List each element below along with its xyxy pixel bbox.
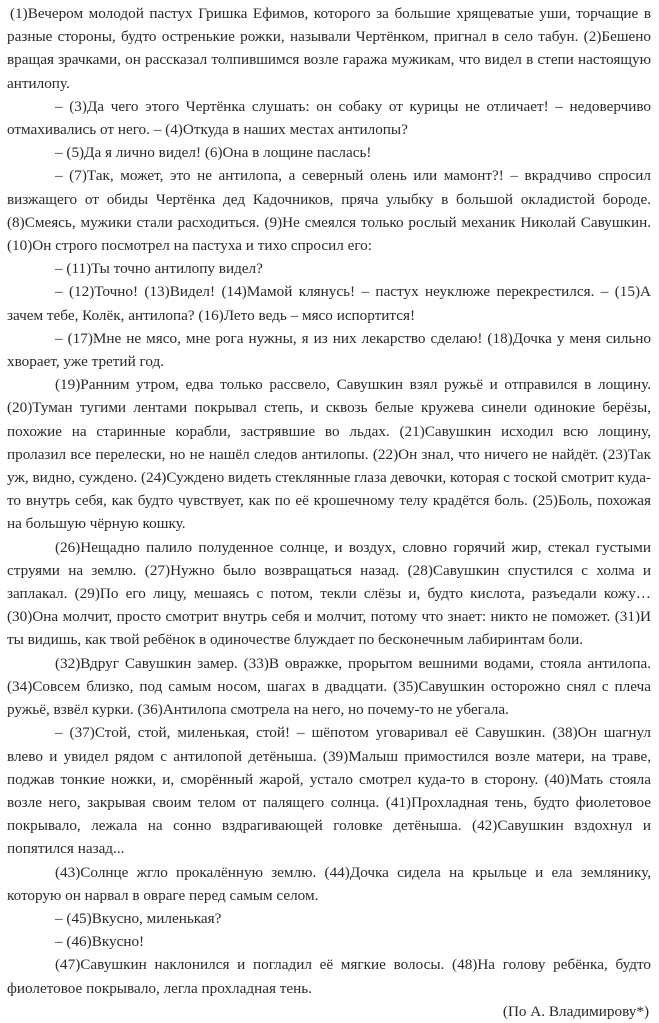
- paragraph-11: – (37)Стой, стой, миленькая, стой! – шёпотом уговаривал её Савушкин. (38)Он шагнул влево и увидел рядом с антилопой детёныша. (39)Малыш примостился возле матери, на траве, поджав тонкие ножки, и, сморённый жарой, устало смотрел куда-то в сторону. (40)Мать стояла возле него, закрывая своим телом от палящего солнца. (41)Прохладная тень, будто фиолетовое покрывало, лежала на сонно вздрагивающей головке детёныша. (42)Савушкин вздохнул и попятился назад...: [7, 724, 651, 858]
- paragraph-2: – (3)Да чего этого Чертёнка слушать: он собаку от курицы не отличает! – недоверчиво отмахивались от него. – (4)Откуда в наших местах антилопы?: [7, 97, 651, 139]
- paragraph-12: (43)Солнце жгло прокалённую землю. (44)Дочка сидела на крыльце и ела землянику, которую он нарвал в овраге перед самым селом.: [7, 863, 651, 904]
- paragraph-15: (47)Савушкин наклонился и погладил её мягкие волосы. (48)На голову ребёнка, будто фиолетовое покрывало, легла прохладная тень.: [7, 956, 651, 997]
- paragraph-14: – (46)Вкусно!: [55, 933, 145, 951]
- paragraph-7: – (17)Мне не мясо, мне рога нужны, я из них лекарство сделаю! (18)Дочка у меня сильно хворает, уже третий год.: [7, 329, 651, 371]
- paragraph-13: – (45)Вкусно, миленькая?: [55, 909, 222, 927]
- paragraph-6: – (12)Точно! (13)Видел! (14)Мамой клянусь! – пастух неуклюже перекрестился. – (15)А зачем тебе, Колёк, антилопа? (16)Лето ведь – мясо испортится!: [7, 283, 651, 324]
- paragraph-8: (19)Ранним утром, едва только рассвело, Савушкин взял ружьё и отправился в лощину. (20)Туман тугими лентами покрывал степь, и сквозь белые кружева синели одинокие берёзы, похожие на старинные корабли, застрявшие во льдах. (21)Савушкин исходил всю лощину, пролазил все перелески, но не нашёл следов антилопы. (22)Он знал, что ничего не найдёт. (23)Так уж, видно, суждено. (24)Суждено видеть стеклянные глаза девочки, которая с тоской смотрит куда-то внутрь себя, как будто чувствует, как по её крошечному телу крадётся боль. (25)Боль, похожая на большую чёрную кошку.: [7, 376, 651, 533]
- paragraph-3: – (5)Да я лично видел! (6)Она в лощине паслась!: [55, 144, 372, 162]
- paragraph-5: – (11)Ты точно антилопу видел?: [55, 260, 263, 278]
- paragraph-9: (26)Нещадно палило полуденное солнце, и воздух, словно горячий жир, стекал густыми струями на землю. (27)Нужно было возвращаться назад. (28)Савушкин спустился с холма и заплакал. (29)По его лицу, мешаясь с потом, текли слёзы и, будто кислота, разъедали кожу… (30)Она молчит, просто смотрит внутрь себя и молчит, потому что знает: никто не поможет. (31)И ты видишь, как твой ребёнок в одиночестве блуждает по бесконечным лабиринтам боли.: [7, 538, 651, 649]
- source-attribution: (По А. Владимирову*): [502, 1002, 649, 1020]
- paragraph-1: (1)Вечером молодой пастух Гришка Ефимов, которого за большие хрящеватые уши, торчащие в разные стороны, будто остренькие рожки, называли Чертёнком, пригнал в село табун. (2)Бешено вращая зрачками, он рассказал толпившимся возле гаража мужикам, что видел в степи настоящую антилопу.: [7, 5, 651, 92]
- paragraph-4: – (7)Так, может, это не антилопа, а северный олень или мамонт?! – вкрадчиво спросил визжащего от обиды Чертёнка дед Кадочников, пряча улыбку в большой окладистой бороде. (8)Смеясь, мужики стали расходиться. (9)Не смеялся только рослый механик Николай Савушкин. (10)Он строго посмотрел на пастуха и тихо спросил его:: [7, 167, 651, 255]
- paragraph-10: (32)Вдруг Савушкин замер. (33)В овражке, прорытом вешними водами, стояла антилопа. (34)Совсем близко, под самым носом, шагах в двадцати. (35)Савушкин осторожно снял с плеча ружьё, взвёл курки. (36)Антилопа смотрела на него, но почему-то не убегала.: [7, 654, 651, 719]
